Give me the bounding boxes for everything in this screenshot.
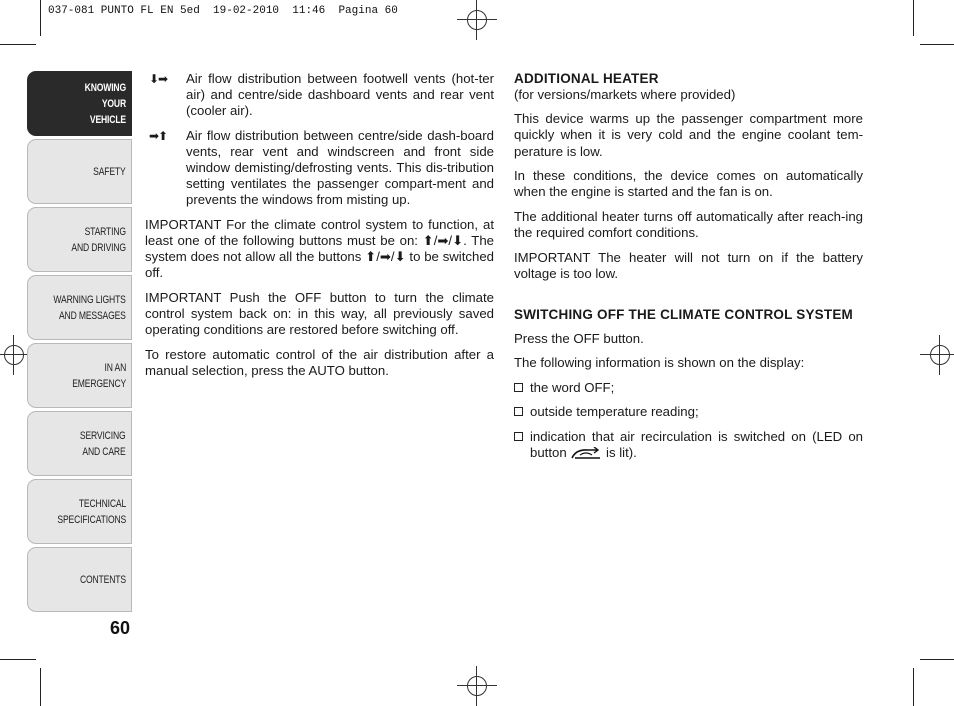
tab-starting-and-driving[interactable]: STARTING AND DRIVING [27, 207, 132, 272]
tab-knowing-your-vehicle[interactable]: KNOWING YOUR VEHICLE [27, 71, 132, 136]
important-note: IMPORTANT For the climate control system to function, at least one of the following buttons must be on: ⬆/➡/⬇. The system does not allow all the buttons ⬆/➡/⬇ to be switched off. [145, 216, 494, 281]
crop-mark [0, 659, 36, 660]
checkbox-bullet-icon [514, 407, 523, 416]
distribution-item-windscreen [145, 128, 494, 209]
important-note: IMPORTANT Push the OFF button to turn the climate control system back on: in this way, all previously saved operating conditions are restored before switching off. [145, 289, 494, 338]
body-paragraph: This device warms up the passenger compartment more quickly when it is very cold and the engine coolant tem-perature is low. [514, 111, 863, 159]
checkbox-bullet-icon [514, 432, 523, 441]
body-paragraph: The additional heater turns off automatically after reach-ing the required comfort conditions. [514, 209, 863, 241]
tab-contents[interactable]: CONTENTS [27, 547, 132, 612]
body-paragraph: In these conditions, the device comes on automatically when the engine is started and the fan is on. [514, 168, 863, 200]
body-paragraph: To restore automatic control of the air distribution after a manual selection, press the AUTO button. [145, 346, 494, 379]
crop-mark [913, 0, 914, 36]
crop-mark [913, 668, 914, 706]
tab-warning-lights[interactable]: WARNING LIGHTS AND MESSAGES [27, 275, 132, 340]
list-item: the word OFF; [514, 380, 863, 396]
crop-mark [0, 44, 36, 45]
section-heading: SWITCHING OFF THE CLIMATE CONTROL SYSTEM [514, 306, 853, 322]
air-recirculation-icon [570, 447, 602, 461]
tab-servicing-and-care[interactable]: SERVICING AND CARE [27, 411, 132, 476]
tab-technical-specifications[interactable]: TECHNICAL SPECIFICATIONS [27, 479, 132, 544]
air-distribution-icon: ➡⬆ [149, 128, 168, 143]
air-distribution-icon: ⬇➡ [149, 72, 168, 86]
important-note: IMPORTANT The heater will not turn on if the battery voltage is too low. [514, 249, 863, 281]
left-column [145, 71, 494, 388]
right-column [514, 71, 863, 470]
body-paragraph: Press the OFF button. [514, 330, 644, 346]
print-header: 037-081 PUNTO FL EN 5ed 19-02-2010 11:46 Pagina 60 [48, 5, 398, 17]
registration-mark-right [920, 335, 954, 375]
tab-safety[interactable]: SAFETY [27, 139, 132, 204]
crop-mark [920, 659, 954, 660]
section-subheading: (for versions/markets where provided) [514, 87, 736, 102]
tab-in-an-emergency[interactable]: IN AN EMERGENCY [27, 343, 132, 408]
section-heading: ADDITIONAL HEATER [514, 71, 659, 86]
checkbox-bullet-icon [514, 383, 523, 392]
registration-mark-bottom [457, 666, 497, 706]
item-text: Air flow distribution between centre/side dash-board vents, rear vent and windscreen and front side window demisting/defrosting vents. This dis-tribution setting ventilates the passenger compart-ment and prevents the windows from misting up. [186, 127, 494, 208]
registration-mark-top [457, 0, 497, 40]
item-text: Air flow distribution between footwell vents (hot-ter air) and centre/side dashboard vents and rear vent (cooler air). [186, 71, 494, 119]
page-number: 60 [109, 618, 130, 638]
crop-mark [920, 44, 954, 45]
crop-mark [40, 668, 41, 706]
crop-mark [40, 0, 41, 36]
list-item: outside temperature reading; [514, 404, 863, 420]
list-item: indication that air recirculation is switched on (LED on button is lit). [514, 429, 863, 461]
distribution-item-footwell [145, 71, 494, 120]
body-paragraph: The following information is shown on the display: [514, 355, 805, 371]
